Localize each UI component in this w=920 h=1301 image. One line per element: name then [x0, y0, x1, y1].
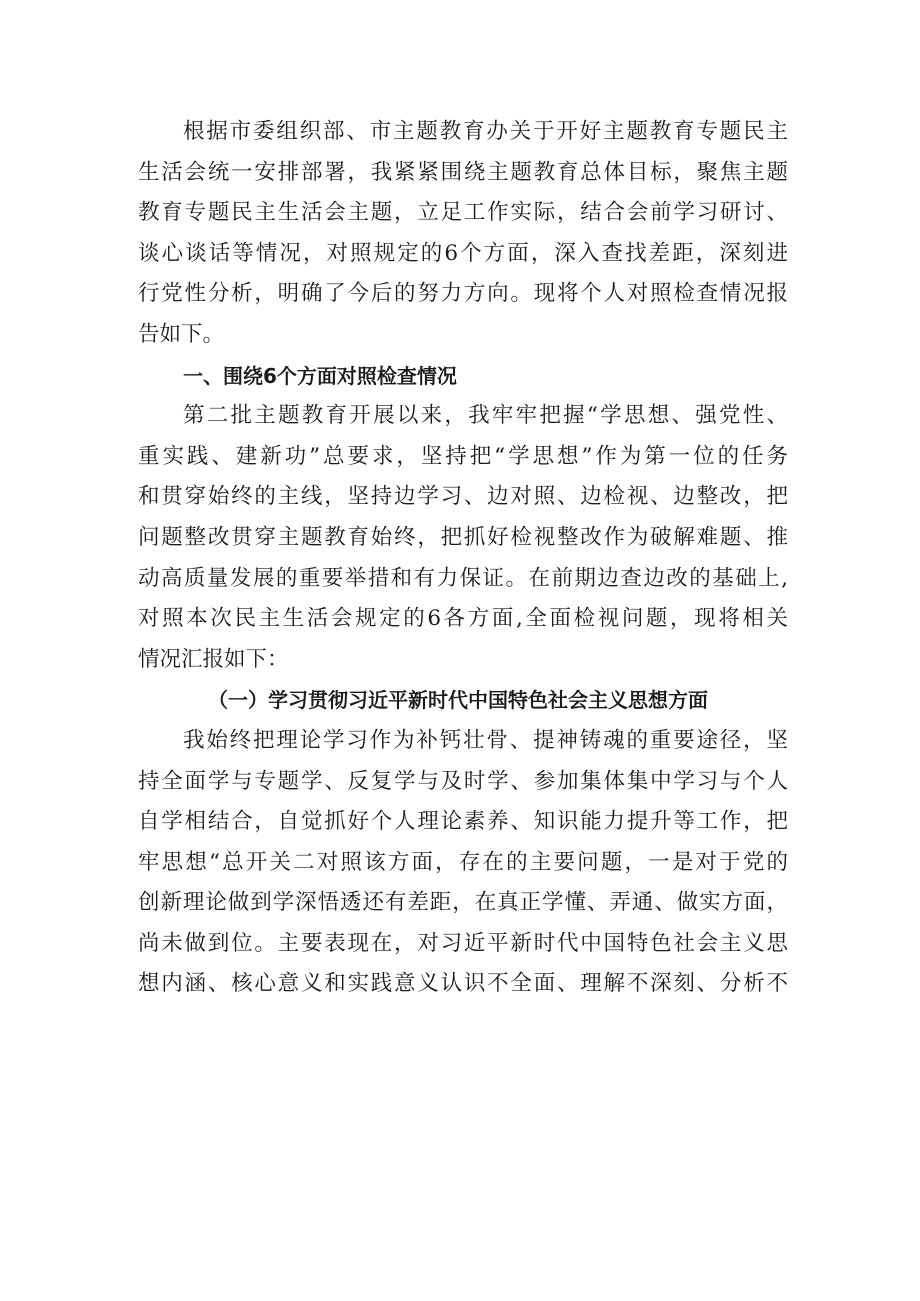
section-paragraph-line: 动高质量发展的重要举措和有力保证。在前期边查边改的基础上,	[138, 565, 788, 591]
document-body	[138, 112, 788, 1005]
subsection-paragraph-line: 想内涵、核心意义和实践意义认识不全面、理解不深刻、分析不	[138, 971, 788, 997]
section-paragraph-line: 重实践、建新功”总要求，坚持把“学思想”作为第一位的任务	[138, 443, 788, 469]
subsection-paragraph-line: 创新理论做到学深悟透还有差距，在真正学懂、弄通、做实方面，	[138, 890, 788, 916]
intro-paragraph-line: 行党性分析，明确了今后的努力方向。现将个人对照检查情况报	[138, 281, 788, 307]
subsection-heading: （一）学习贯彻习近平新时代中国特色社会主义思想方面	[208, 688, 708, 713]
section-paragraph-line: 对照本次民主生活会规定的6各方面,全面检视问题，现将相关	[138, 606, 788, 632]
intro-paragraph-line: 谈心谈话等情况，对照规定的6个方面，深入查找差距，深刻进	[138, 240, 788, 266]
subsection-paragraph-line: 尚未做到位。主要表现在，对习近平新时代中国特色社会主义思	[138, 930, 788, 956]
subsection-paragraph-line: 持全面学与专题学、反复学与及时学、参加集体集中学习与个人	[138, 768, 788, 794]
section-paragraph-line: 问题整改贯穿主题教育始终，把抓好检视整改作为破解难题、推	[138, 524, 788, 550]
subsection-paragraph-line: 自学相结合，自觉抓好个人理论素养、知识能力提升等工作，把	[138, 809, 788, 835]
intro-paragraph-line: 生活会统一安排部署，我紧紧围绕主题教育总体目标，聚焦主题	[138, 159, 788, 185]
subsection-paragraph-line: 牢思想“总开关二对照该方面，存在的主要问题，一是对于党的	[138, 849, 788, 875]
intro-paragraph-line: 告如下。	[138, 321, 225, 347]
subsection-paragraph-line: 我始终把理论学习作为补钙壮骨、提神铸魂的重要途径，坚	[183, 727, 788, 753]
section-heading: 一、围绕6个方面对照检查情况	[183, 363, 457, 388]
section-paragraph-line: 和贯穿始终的主线，坚持边学习、边对照、边检视、边整改，把	[138, 484, 788, 510]
intro-paragraph-line: 根据市委组织部、市主题教育办关于开好主题教育专题民主	[183, 119, 788, 144]
section-paragraph-line: 第二批主题教育开展以来，我牢牢把握“学思想、强党性、	[183, 403, 788, 429]
intro-paragraph-line: 教育专题民主生活会主题，立足工作实际，结合会前学习研讨、	[138, 200, 788, 226]
section-paragraph-line: 情况汇报如下：	[138, 646, 289, 672]
